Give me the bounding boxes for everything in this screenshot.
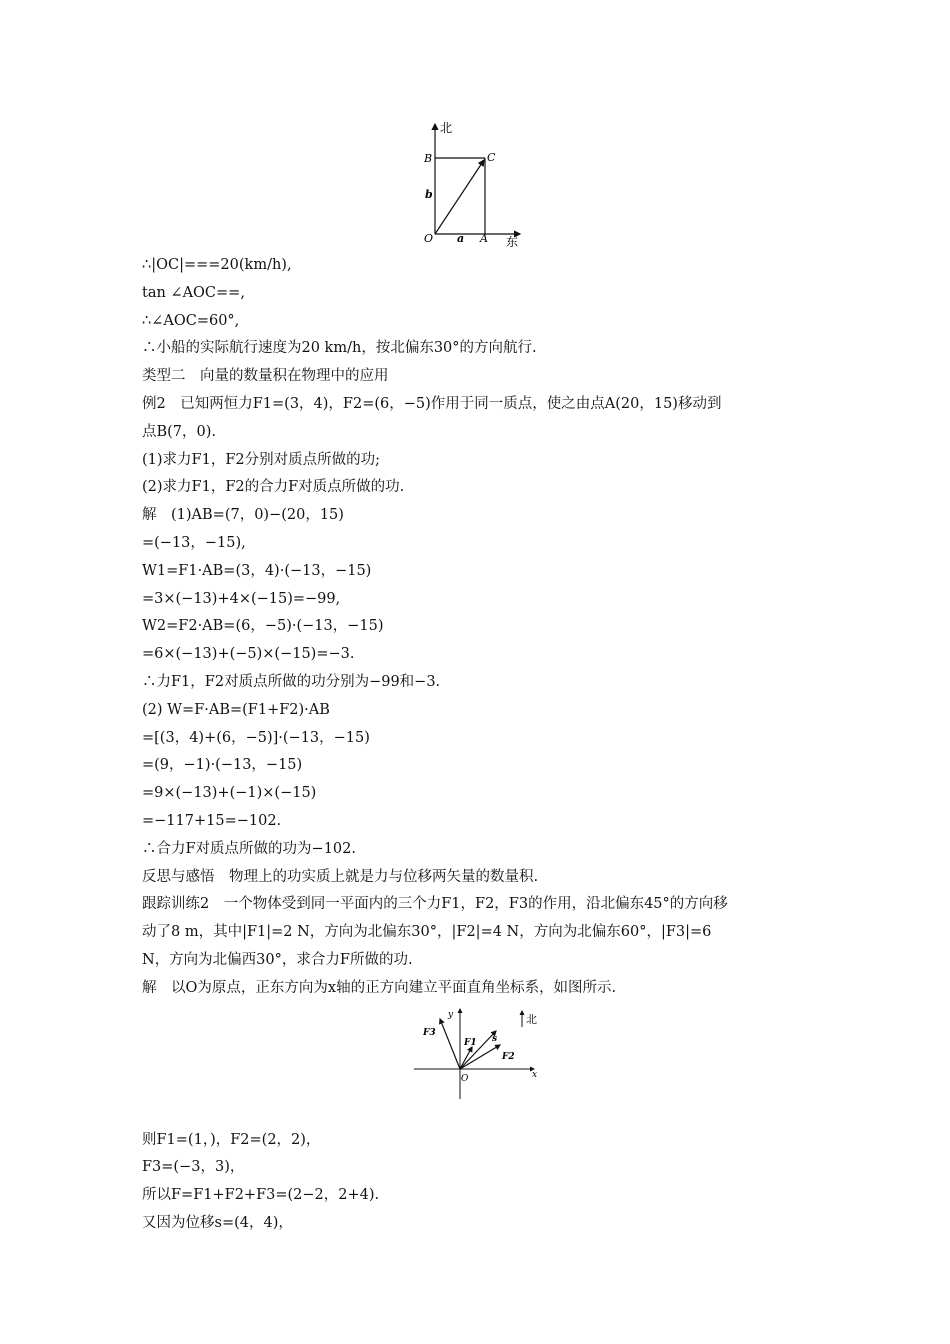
text-line: N，方向为北偏西30°，求合力F所做的功.	[142, 951, 413, 968]
section-heading: 类型二 向量的数量积在物理中的应用	[142, 368, 389, 385]
f1-label: F1	[464, 1038, 477, 1048]
text-line: 反思与感悟 物理上的功实质上就是力与位移两矢量的数量积.	[142, 868, 539, 885]
text-line: 解 以O为原点，正东方向为x轴的正方向建立平面直角坐标系，如图所示.	[142, 979, 617, 996]
point-b-label: B	[424, 152, 433, 165]
north-label: 北	[440, 121, 453, 135]
text-line: =6×(−13)+(−5)×(−15)=−3.	[142, 646, 355, 663]
text-line: 跟踪训练2 一个物体受到同一平面内的三个力F1，F2，F3的作用，沿北偏东45°的方向移	[142, 896, 728, 913]
text-line: 点B(7，0).	[142, 423, 217, 440]
text-line: (2) W=F·AB=(F1+F2)·AB	[142, 701, 330, 718]
text-line: tan ∠AOC==,	[142, 284, 245, 301]
text-line: (2)求力F1，F2的合力F对质点所做的功.	[142, 479, 405, 496]
text-line: 则F1=(1，)，F2=(2，2)，	[142, 1131, 321, 1148]
north-label: 北	[526, 1013, 537, 1026]
point-a-label: A	[480, 232, 488, 245]
vector-a-label: a	[457, 232, 465, 245]
x-axis-label: x	[532, 1070, 538, 1080]
text-line: ∴小船的实际航行速度为20 km/h，按北偏东30°的方向航行.	[142, 340, 537, 357]
text-line: 解 (1)AB=(7，0)−(20，15)	[142, 507, 344, 524]
text-line: =3×(−13)+4×(−15)=−99,	[142, 590, 341, 607]
f2-label: F2	[502, 1052, 515, 1062]
origin-label: O	[461, 1074, 469, 1084]
y-axis-label: y	[448, 1010, 454, 1020]
f3-label: F3	[423, 1028, 436, 1038]
text-line: =(−13，−15),	[142, 534, 246, 551]
text-line: 例2 已知两恒力F1=(3，4)，F2=(6，−5)作用于同一质点，使之由点A(20，15)移动到	[142, 395, 722, 412]
point-o-label: O	[424, 232, 434, 245]
point-c-label: C	[487, 151, 496, 164]
text-line: =9×(−13)+(−1)×(−15)	[142, 785, 317, 802]
velocity-diagram	[420, 118, 530, 250]
text-line: =−117+15=−102.	[142, 812, 282, 829]
east-label: 东	[506, 235, 519, 249]
text-line: ∴力F1，F2对质点所做的功分别为−99和−3.	[142, 673, 441, 690]
text-line: 所以F=F1+F2+F3=(2−2，2+4).	[142, 1187, 380, 1204]
text-line: 又因为位移s=(4，4)，	[142, 1214, 293, 1231]
text-line: =[(3，4)+(6，−5)]·(−13，−15)	[142, 729, 370, 746]
text-line: 动了8 m，其中|F1|=2 N，方向为北偏东30°，|F2|=4 N，方向为北偏东60°，|F3|=6	[142, 924, 712, 941]
text-line: =(9，−1)·(−13，−15)	[142, 757, 303, 774]
text-line: ∴合力F对质点所做的功为−102.	[142, 840, 356, 857]
text-line: F3=(−3，3)，	[142, 1159, 245, 1176]
text-line: W1=F1·AB=(3，4)·(−13，−15)	[142, 562, 372, 579]
vector-b-label: b	[425, 188, 433, 201]
force-diagram	[410, 1003, 550, 1101]
s-label: s	[492, 1034, 498, 1044]
text-line: W2=F2·AB=(6，−5)·(−13，−15)	[142, 618, 384, 635]
text-line: ∴|OC|===20(km/h),	[142, 257, 292, 273]
text-line: ∴∠AOC=60°,	[142, 312, 240, 329]
text-line: (1)求力F1，F2分别对质点所做的功;	[142, 451, 380, 468]
